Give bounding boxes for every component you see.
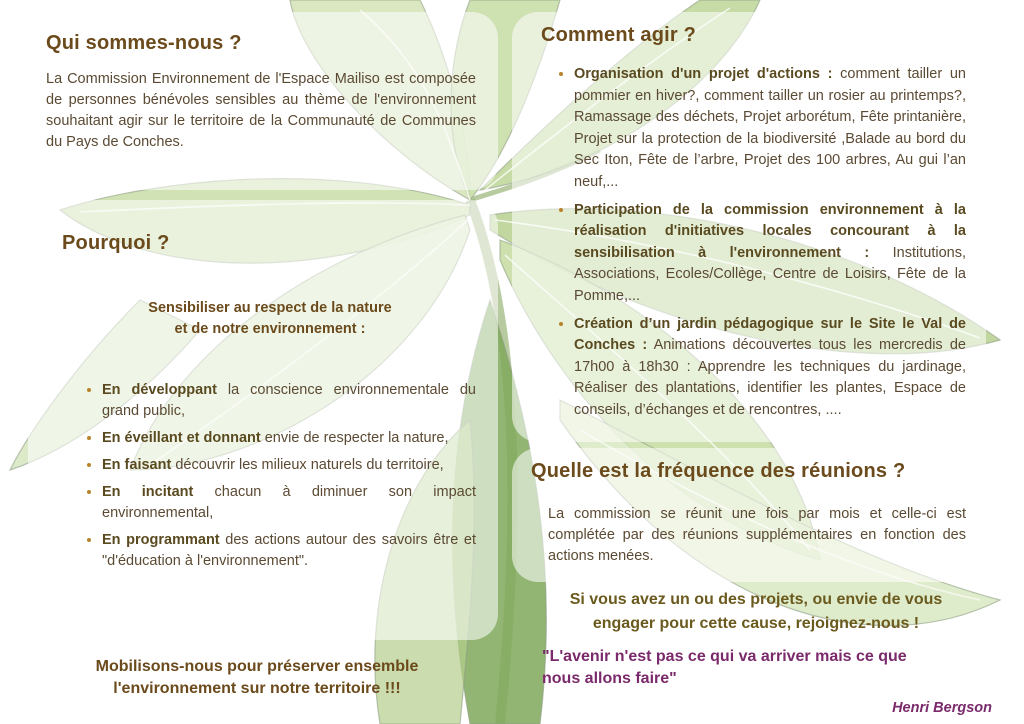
section-why [62, 232, 476, 255]
join-line1: Si vous avez un ou des projets, ou envie de vous [569, 591, 943, 608]
why-subtitle-line1: Sensibiliser au respect de la nature [148, 300, 392, 316]
mobilize-line2: l'environnement sur notre territoire !!! [113, 680, 401, 697]
list-item: • Création d’un jardin pédagogique sur le Site le Val de Conches : Animations découvertes tous les mercredis de 17h00 à 18h30 : Apprendre les techniques du jardinage, Réaliser des plantations, identifier les plantes, Espace de conseils, d’échanges et de rencontres, .... [574, 314, 966, 422]
section-freq [531, 460, 971, 483]
section-who [46, 32, 476, 153]
why-subtitle [100, 298, 440, 340]
who-text: La Commission Environnement de l'Espace Mailiso est composée de personnes bénévoles sensibles au thème de l'environnement souhaitant agir sur le territoire de la Communauté de Communes du Pays de Conches. [46, 71, 476, 150]
how-list [554, 64, 966, 428]
join-line2: engager pour cette cause, rejoignez-nous ! [592, 615, 920, 632]
mobilize-callout [52, 656, 462, 700]
why-subtitle-line2: et de notre environnement : [174, 321, 366, 337]
section-how [541, 24, 966, 47]
list-item: • En éveillant et donnant envie de respecter la nature, [102, 428, 476, 449]
list-item: • En développant la conscience environnementale du grand public, [102, 380, 476, 422]
who-title: Qui sommes-nous ? [46, 32, 242, 54]
list-item: • En faisant découvrir les milieux naturels du territoire, [102, 455, 476, 476]
mobilize-line1: Mobilisons-nous pour préserver ensemble [95, 658, 419, 675]
how-title: Comment agir ? [541, 24, 697, 46]
join-callout [530, 588, 982, 636]
why-list [82, 380, 476, 578]
list-item: • Organisation d'un projet d'actions : comment tailler un pommier en hiver?, comment tailler un rosier au printemps?, Ramassage des déchets, Projet arborétum, Fête printanière, Projet sur la protection de la biodiversité ,Balade au bord du Sec Iton, Fête de l’arbre, Projet des 100 arbres, Au gui l’an neuf,... [574, 64, 966, 194]
list-item: • En programmant des actions autour des savoirs être et "d'éducation à l'environnement". [102, 530, 476, 572]
quote-line1: "L'avenir n'est pas ce qui va arriver mais ce que [542, 648, 907, 665]
quote-author: Henri Bergson [892, 700, 992, 716]
list-item: • Participation de la commission environnement à la réalisation d'initiatives locales concourant à la sensibilisation à l'environnement : Institutions, Associations, Ecoles/Collège, Centre de Loisirs, Fête de la Pomme,... [574, 200, 966, 308]
quote-line2: nous allons faire" [542, 670, 677, 687]
quote [542, 646, 982, 690]
freq-text: La commission se réunit une fois par mois et celle-ci est complétée par des réunions supplémentaires en fonction des actions menées. [548, 506, 966, 564]
freq-title: Quelle est la fréquence des réunions ? [531, 460, 906, 482]
why-title: Pourquoi ? [62, 232, 170, 254]
list-item: • En incitant chacun à diminuer son impact environnemental, [102, 482, 476, 524]
